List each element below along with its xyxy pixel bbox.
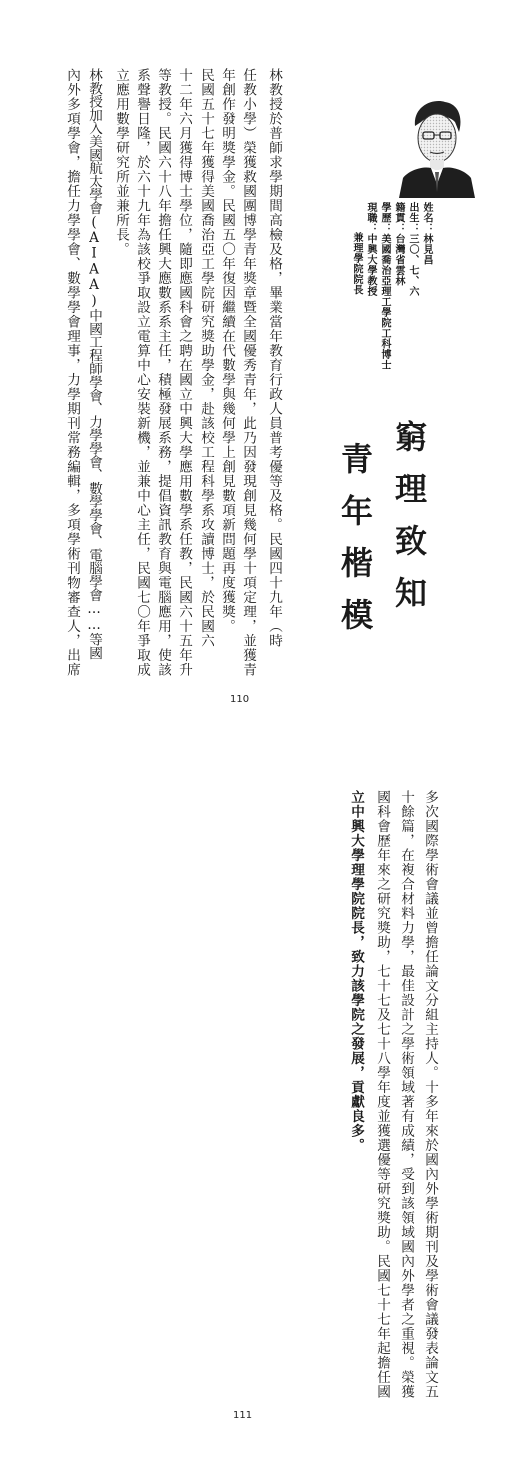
profile-origin-label: 籍貫：: [393, 202, 404, 234]
profile-born: [406, 202, 418, 297]
profile-name-value: 林見昌: [421, 233, 432, 265]
body-column: 內外多項學會，擔任力學學會、數學學會理事，力學期刊常務編輯，多項學術刊物審查人，出席: [64, 68, 80, 677]
profile-born-label: 出生：: [407, 202, 418, 234]
body-column: 林教授於普師求學期間高檢及格，畢業當年教育行政人員普考優等及格。民國四十九年（時: [266, 68, 282, 648]
body-column: 立應用數學研究所並兼所長。: [113, 68, 129, 257]
body-column: 年創作發明獎學金。民國五〇年復因繼續在代數學與幾何學上創見數項新問題再度獲獎。: [219, 68, 235, 634]
body-column: 十餘篇，在複合材料力學，最佳設計之學術領域著有成績，受到該領域國內外學者之重視。榮獲: [398, 790, 414, 1399]
profile-position-2-value: 兼理學院院長: [351, 232, 362, 295]
profile-origin: [392, 202, 404, 286]
page-number: 110: [230, 694, 250, 705]
profile-position: [364, 202, 376, 297]
profile-origin-value: 台灣省雲林: [393, 233, 404, 286]
profile-position-2: [350, 232, 362, 295]
profile-name-label: 姓名：: [421, 202, 432, 234]
page-110: [0, 0, 518, 720]
portrait-photo: [393, 92, 477, 198]
body-column: 國科會歷年來之研究獎助，七十七及七十八學年度並獲選優等研究獎助。民國七十七年起擔任國: [374, 790, 390, 1399]
profile-education-value: 美國喬治亞理工學院工科博士: [379, 233, 390, 370]
body-column: 多次國際學術會議並曾擔任論文分組主持人。十多年來於國內外學術期刊及學術會議發表論文五: [422, 790, 438, 1399]
profile-education: [378, 202, 390, 370]
profile-born-value: 三〇、七、六: [407, 233, 418, 297]
page-number: 111: [233, 1410, 253, 1421]
profile-position-value: 中興大學教授: [365, 233, 376, 297]
profile-name: [420, 202, 432, 265]
body-column: 林教授加入美國航太學會(AIAA)中國工程師學會、力學學會、數學學會、電腦學會……等國: [86, 68, 102, 660]
portrait-image: [393, 92, 477, 198]
heading-line-2: 青年楷模: [336, 442, 374, 650]
body-column: 民國五十七年獲得美國喬治亞工學院研究獎助學金，赴該校工程科學系攻讀博士，於民國六: [198, 68, 214, 648]
body-column: 立中興大學理學院院長，致力該學院之發展，貢獻良多。: [348, 790, 364, 1153]
profile-position-label: 現職：: [365, 202, 376, 234]
page-111: [0, 760, 518, 1474]
body-column: 等教授。民國六十八年擔任興大應數系系主任，積極發展系務，提倡資訊教育與電腦應用，使該: [155, 68, 171, 677]
body-column: 任教小學）榮獲救國團博學青年獎章暨全國優秀青年，此乃因發現創見幾何學十項定理，並獲青: [240, 68, 256, 677]
body-column: 系聲譽日隆，於六十九年為該校爭取設立電算中心安裝新機，並兼中心主任，民國七〇年爭取成: [134, 68, 150, 677]
body-column: 十二年六月獲得博士學位，隨即應國科會之聘在國立中興大學應用數學系任教，民國六十五年升: [176, 68, 192, 677]
profile-education-label: 學歷：: [379, 202, 390, 234]
heading-line-1: 窮理致知: [390, 420, 428, 628]
